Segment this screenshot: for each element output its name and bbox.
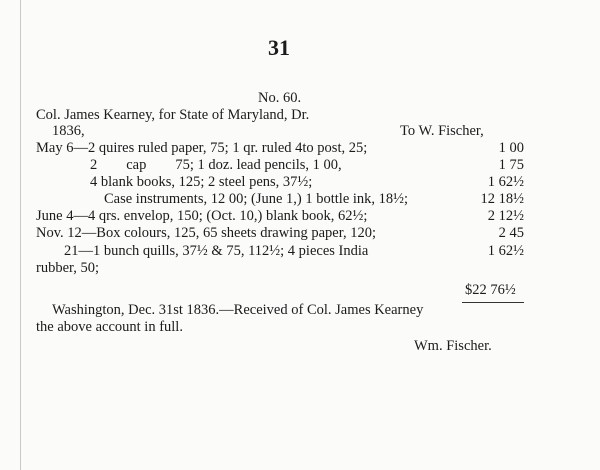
entry-amount: 1 62½ [487, 174, 524, 190]
entry-amount: 1 62½ [487, 243, 524, 259]
entry-text: rubber, 50; [36, 260, 100, 276]
page-edge-rule [20, 0, 21, 470]
entry-text: May 6—2 quires ruled paper, 75; 1 qr. ruled 4to post, 25; [36, 140, 368, 156]
entry-amount: 1 00 [498, 140, 524, 156]
entry-text: Nov. 12—Box colours, 125, 65 sheets drawing paper, 120; [36, 225, 376, 241]
total-rule [462, 302, 524, 303]
payee: To W. Fischer, [400, 123, 484, 139]
account-year: 1836, [52, 123, 85, 139]
entry-amount: 12 18½ [480, 191, 524, 207]
entry-text: 4 blank books, 125; 2 steel pens, 37½; [90, 174, 313, 190]
signature: Wm. Fischer. [414, 338, 492, 354]
document-number: No. 60. [258, 90, 302, 106]
account-total: $22 76½ [465, 282, 516, 298]
receipt-line: the above account in full. [36, 319, 183, 335]
entry-text: Case instruments, 12 00; (June 1,) 1 bottle ink, 18½; [104, 191, 409, 207]
receipt-line: Washington, Dec. 31st 1836.—Received of Col. James Kearney [52, 302, 424, 318]
entry-amount: 1 75 [498, 157, 524, 173]
entry-amount: 2 12½ [487, 208, 524, 224]
account-heading: Col. James Kearney, for State of Maryland, Dr. [36, 107, 310, 123]
page-number: 31 [268, 35, 290, 60]
entry-text: 21—1 bunch quills, 37½ & 75, 112½; 4 pieces India [64, 243, 369, 259]
entry-text: June 4—4 qrs. envelop, 150; (Oct. 10,) blank book, 62½; [36, 208, 368, 224]
entry-text: 2 cap 75; 1 doz. lead pencils, 1 00, [90, 157, 342, 173]
entry-amount: 2 45 [498, 225, 524, 241]
